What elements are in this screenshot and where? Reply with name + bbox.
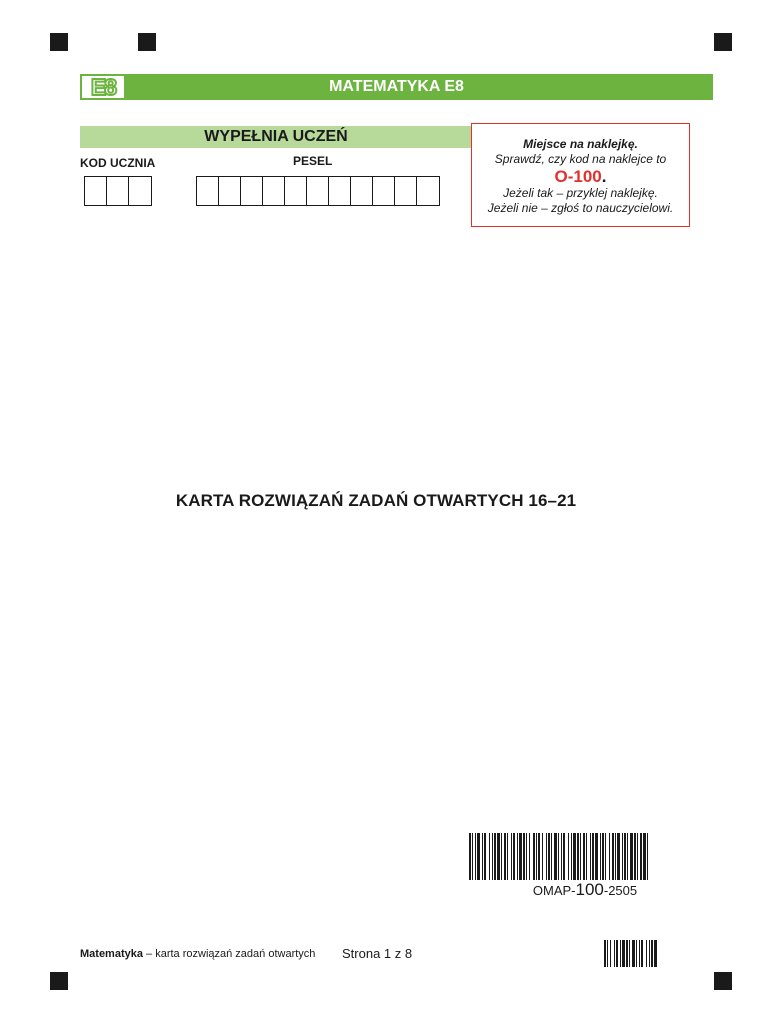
footer-subject-name: Matematyka <box>80 948 143 960</box>
sticker-title: Miejsce na naklejkę. <box>523 137 638 151</box>
barcode-bar <box>533 833 535 880</box>
barcode-bar <box>546 833 547 880</box>
barcode-bar <box>602 833 604 880</box>
barcode-bar <box>651 940 653 967</box>
barcode-prefix: OMAP- <box>532 883 576 898</box>
barcode-bar <box>612 833 614 880</box>
registration-marker-bottom-right <box>714 972 732 990</box>
barcode-bar <box>592 833 594 880</box>
header-title: MATEMATYKA E8 <box>329 78 464 95</box>
barcode-bar <box>639 940 640 967</box>
barcode-bar <box>494 833 496 880</box>
barcode-bar <box>586 833 587 880</box>
registration-marker-top-right <box>714 33 732 51</box>
barcode-bar <box>536 833 537 880</box>
page-number: Strona 1 z 8 <box>342 946 413 961</box>
barcode-bar <box>595 833 598 880</box>
footer-subject-subtitle: – karta rozwiązań zadań otwartych <box>142 948 316 960</box>
sticker-code: O-100 <box>554 167 602 186</box>
kod-ucznia-label: KOD UCZNIA <box>80 156 156 170</box>
barcode-bar <box>624 833 626 880</box>
barcode-bar <box>563 833 565 880</box>
barcode-bar <box>558 833 559 880</box>
barcode-bar <box>492 833 493 880</box>
kod-ucznia-cell[interactable] <box>129 177 151 205</box>
pesel-cell[interactable] <box>417 177 439 205</box>
barcode-bar <box>616 940 618 967</box>
barcode-bar <box>654 940 657 967</box>
pesel-cell[interactable] <box>395 177 417 205</box>
barcode-bar <box>523 833 525 880</box>
pesel-cell[interactable] <box>197 177 219 205</box>
barcode-bar <box>630 833 633 880</box>
barcode-bar <box>605 833 606 880</box>
barcode-bar <box>604 940 606 967</box>
barcode-bar <box>610 940 611 967</box>
pesel-label: PESEL <box>293 154 333 168</box>
kod-ucznia-boxes <box>84 176 152 206</box>
page-title: KARTA ROZWIĄZAŃ ZADAŃ OTWARTYCH 16–21 <box>175 491 577 510</box>
barcode-bar <box>551 833 552 880</box>
barcode-bar <box>489 833 490 880</box>
barcode-bar <box>542 833 543 880</box>
barcode-bar <box>475 833 476 880</box>
barcode-bar <box>538 833 540 880</box>
registration-marker-top-left-2 <box>138 33 156 51</box>
barcode-label <box>460 880 710 900</box>
barcode-bar <box>517 833 518 880</box>
barcode-bar <box>583 833 585 880</box>
barcode-suffix: -2505 <box>603 883 638 898</box>
barcode-bar <box>640 833 642 880</box>
barcode-bar <box>629 940 630 967</box>
barcode-bar <box>477 833 480 880</box>
barcode-bar <box>590 833 591 880</box>
barcode-bar <box>626 940 628 967</box>
sticker-instruction-3: Jeżeli nie – zgłoś to nauczycielowi. <box>487 201 674 215</box>
barcode-bar <box>632 940 635 967</box>
barcode-bar <box>554 833 557 880</box>
pesel-cell[interactable] <box>285 177 307 205</box>
barcode-bar <box>627 833 628 880</box>
registration-marker-bottom-left <box>50 972 68 990</box>
registration-marker-top-left-1 <box>50 33 68 51</box>
barcode-image <box>469 833 703 880</box>
header-bar <box>80 74 713 100</box>
sticker-instruction-2: Jeżeli tak – przyklej naklejkę. <box>503 186 658 200</box>
barcode-bar <box>607 940 608 967</box>
barcode-bar <box>513 833 515 880</box>
barcode-bar <box>501 833 502 880</box>
barcode-bar <box>484 833 486 880</box>
footer-subject <box>80 948 315 960</box>
barcode-bar <box>615 833 616 880</box>
barcode-bar <box>634 833 636 880</box>
barcode-bar <box>609 833 610 880</box>
barcode-bar <box>469 833 471 880</box>
pesel-cell[interactable] <box>351 177 373 205</box>
barcode-bar <box>622 940 625 967</box>
barcode-bar <box>620 940 621 967</box>
sticker-area <box>471 123 690 227</box>
pesel-cell[interactable] <box>307 177 329 205</box>
barcode-bar <box>504 833 506 880</box>
barcode-bar <box>568 833 569 880</box>
pesel-boxes <box>196 176 440 206</box>
barcode-bar <box>561 833 562 880</box>
barcode-bar <box>529 833 530 880</box>
barcode-number: 100 <box>575 880 604 899</box>
barcode-bar <box>548 833 550 880</box>
student-section-title: WYPEŁNIA UCZEŃ <box>80 126 472 148</box>
pesel-cell[interactable] <box>263 177 285 205</box>
barcode-bar <box>649 940 650 967</box>
barcode-bar <box>571 833 572 880</box>
barcode-bar <box>617 833 620 880</box>
e8-logo <box>80 74 126 100</box>
pesel-cell[interactable] <box>219 177 241 205</box>
barcode-bar <box>482 833 483 880</box>
barcode-bar <box>614 940 615 967</box>
barcode-bar <box>647 833 648 880</box>
sticker-instruction-1: Sprawdź, czy kod na naklejce to <box>494 152 667 166</box>
barcode-bar <box>519 833 522 880</box>
barcode-bar <box>511 833 512 880</box>
kod-ucznia-cell[interactable] <box>85 177 107 205</box>
barcode-bar <box>497 833 500 880</box>
barcode-bar <box>637 833 638 880</box>
barcode-bar <box>577 833 579 880</box>
barcode-bar <box>636 940 637 967</box>
kod-ucznia-cell[interactable] <box>107 177 129 205</box>
small-barcode-image <box>604 940 677 967</box>
pesel-cell[interactable] <box>329 177 351 205</box>
barcode-bar <box>622 833 623 880</box>
e8-logo-text: E8 <box>90 73 116 100</box>
barcode-bar <box>580 833 581 880</box>
pesel-cell[interactable] <box>241 177 263 205</box>
barcode-bar <box>472 833 473 880</box>
barcode-bar <box>641 940 643 967</box>
barcode-bar <box>507 833 508 880</box>
barcode-bar <box>526 833 527 880</box>
sticker-code-suffix: . <box>601 167 607 186</box>
barcode-bar <box>573 833 576 880</box>
barcode-bar <box>600 833 601 880</box>
barcode-bar <box>643 833 646 880</box>
pesel-cell[interactable] <box>373 177 395 205</box>
barcode-bar <box>646 940 647 967</box>
